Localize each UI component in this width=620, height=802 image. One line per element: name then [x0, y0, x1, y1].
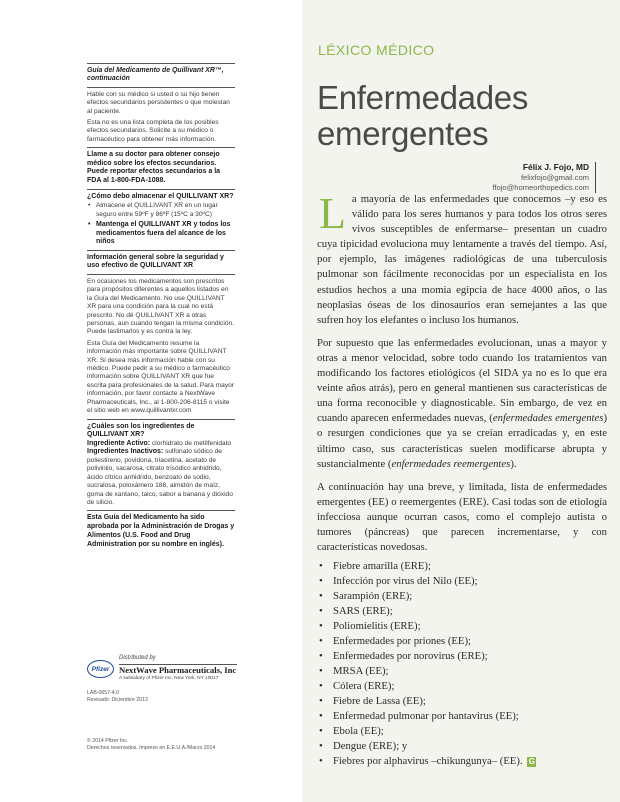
- list-item: • Enfermedad pulmonar por hantavirus (EE);: [317, 709, 607, 724]
- guide-title: Guía del Medicamento de Quillivant XR™, continuación: [87, 67, 224, 83]
- list-item: • MRSA (EE);: [317, 664, 607, 679]
- author-name: Félix J. Fojo, MD: [522, 162, 589, 172]
- revised-date: Revisado: Diciembre 2013: [87, 697, 148, 703]
- article-paragraph: A continuación hay una breve, y limitada, lista de enfermedades emergentes (EE) o reemergentes (ERE). Casi todas son de etiología infecciosa aunque ocurran casos, como el complejo autista o tumores (páncreas) que parecen incrementarse, y con características novedosas.: [317, 480, 607, 554]
- divider: [87, 250, 235, 251]
- active-ingredient: [87, 440, 235, 449]
- article-body: [317, 189, 607, 769]
- lab-code-block: [87, 690, 148, 704]
- paragraph-text: ).: [510, 457, 517, 470]
- list-item: • Infección por virus del Nilo (EE);: [317, 574, 607, 589]
- inactive-value: sulfonato sódico de poliestireno, povidona, triacetina, acetato de polivinilo, sacarosa, citrato trisódico anhidrido, ácido cítrico anhidrido, benzoato de sodio, sucralosa, poloxámero 188, almidón de maíz, goma de xantano, talco, sabor a banana y dióxido de silicio.: [87, 448, 233, 506]
- approval-note: Esta Guía del Medicamento ha sido aprobada por la Administración de Drogas y Alimentos (U.S. Food and Drug Administration por su nombre en inglés).: [87, 514, 235, 548]
- list-item: • Ebola (EE);: [317, 724, 607, 739]
- emphasis: enfermedades reemergentes: [391, 457, 511, 470]
- general-heading: Información general sobre la seguridad y uso efectivo de QUILLIVANT XR: [87, 253, 224, 270]
- guide-paragraph: En ocasiones los medicamentos son prescritos para propósitos diferentes a aquellos listados en la Guía del Medicamento. No use QUILLIVANT XR para una condición para la cual no está prescrito. No dé QUILLIVANT XR a otras personas, aun cuando tengan la misma condición. Puede lastimarlos y es contra la ley.: [87, 278, 234, 336]
- inactive-label: Ingredientes Inactivos:: [87, 448, 164, 456]
- inactive-ingredients: [87, 448, 235, 507]
- list-item-text: Fiebres por alphavirus –chikungunya– (EE).: [333, 755, 523, 768]
- rights-note: Derechos reservados. Impreso en E.E.U.A./Marzo 2014: [87, 745, 216, 751]
- disease-list: [317, 559, 607, 769]
- list-item: [317, 754, 607, 769]
- divider: [87, 419, 235, 420]
- distributed-by-label: Distributed by: [119, 655, 156, 661]
- copyright: © 2014 Pfizer Inc.: [87, 738, 129, 744]
- list-item: • Sarampión (ERE);: [317, 589, 607, 604]
- list-item: • Mantenga el QUILLIVANT XR y todos los medicamentos fuera del alcance de los niños: [87, 221, 235, 247]
- divider: [87, 189, 235, 190]
- guide-paragraph: Esta Guía del Medicamento resume la información más importante sobre QUILLIVANT XR. Si desea más información hable con su médico. Puede pedir a su médico o farmacéutico información sobre QUILLIVANT XR que fue escrita para profesionales de la salud. Para mayor información, por favor contacte a NextWave Pharmaceuticals, Inc., al 1-800-206-8115 o visite el sitio web en www.quillivantxr.com: [87, 339, 234, 415]
- emphasis: enfermedades emergentes: [492, 412, 604, 425]
- lab-code: LAB-0657-4.0: [87, 690, 120, 696]
- distributor-name: NextWave Pharmaceuticals, Inc: [119, 665, 237, 675]
- ingredients-heading: ¿Cuáles son los ingredientes de QUILLIVANT XR?: [87, 422, 195, 439]
- author-email: ffojo@homeorthopedics.com: [492, 183, 589, 192]
- end-mark-icon: G: [528, 756, 535, 766]
- list-item: • Cólera (ERE);: [317, 679, 607, 694]
- list-item: • Fiebre amarilla (ERE);: [317, 559, 607, 574]
- divider: [87, 147, 235, 148]
- active-value: clorhidrato de metilfenidato: [151, 439, 232, 447]
- paragraph-text: ) o resurgen condiciones que ya se creían erradicadas y, en este último caso, sus características suelen modificarse abrupta y sustancialmente (: [317, 412, 607, 470]
- medication-guide: [87, 60, 235, 550]
- article-title: Enfermedades emergentes: [317, 79, 529, 152]
- divider: [87, 63, 235, 64]
- list-item: • Fiebre de Lassa (EE);: [317, 694, 607, 709]
- list-item: • Enfermedades por norovirus (ERE);: [317, 649, 607, 664]
- storage-list: [87, 202, 235, 247]
- list-item: • Poliomielitis (ERE);: [317, 619, 607, 634]
- divider: [87, 274, 235, 275]
- guide-paragraph: Hable con su médico si usted o su hijo tienen efectos secundarios persistentes o que molestan al paciente.: [87, 90, 230, 115]
- author-email: felixfojo@gmail.com: [520, 173, 589, 182]
- copyright-block: [87, 738, 215, 752]
- section-label: LÉXICO MÉDICO: [318, 42, 435, 58]
- paragraph-text: Por supuesto que las enfermedades evolucionan, unas a mayor y otras a menor velocidad, sobre todo cuando los tratamientos van modificando los factores etiológicos (el SIDA ya no es lo que era veinte años atrás), pero en general mantienen sus características de una forma reconocible y diagnosticable. Sin embargo, de vez en cuando aparecen enfermedades nuevas, (: [317, 336, 607, 425]
- list-item: • Almacene el QUILLIVANT XR en un lugar seguro entre 59ºF y 86ºF (15ºC a 30ºC): [87, 202, 235, 219]
- divider: [87, 510, 235, 511]
- drop-cap: L: [319, 189, 346, 238]
- paragraph-text: a mayoría de las enfermedades que conocemos –y eso es válido para los seres humanos y para todos los otros seres vivos susceptibles de enfermarse– presentan un cuadro cuya tipicidad evoluciona muy lentamente a través del tiempo. Así, por ejemplo, las imágenes radiológicas de una tuberculosis pulmonar son fácilmente reconocidas por un especialista en los estudios hechos a una momia egipcia de hace 4000 años, o las neoplasias óseas de los dinosaurios eran semejantes a las que sufren hoy los elefantes o incluso los humanos.: [317, 193, 607, 326]
- divider: [87, 87, 235, 88]
- pfizer-logo-icon: Pfizer: [87, 660, 114, 678]
- list-item: • Dengue (ERE); y: [317, 739, 607, 754]
- list-item: • SARS (ERE);: [317, 604, 607, 619]
- active-label: Ingrediente Activo:: [87, 439, 151, 447]
- list-item: • Enfermedades por priones (EE);: [317, 634, 607, 649]
- guide-paragraph: Esta no es una lista completa de los posibles efectos secundarios. Solicite a su médico o farmacéutico para obtener más información.: [87, 119, 219, 143]
- storage-heading: ¿Cómo debo almacenar el QUILLIVANT XR?: [87, 192, 234, 200]
- article-paragraph: [317, 336, 607, 472]
- subsidiary-note: A subsidiary of Pfizer Inc, New York, NY 10017: [119, 676, 219, 681]
- call-doctor-note: Llame a su doctor para obtener consejo médico sobre los efectos secundarios. Puede reportar efectos secundarios a la FDA al 1-800-FDA-1088.: [87, 151, 221, 185]
- byline: [492, 162, 596, 193]
- article-paragraph: [317, 189, 607, 328]
